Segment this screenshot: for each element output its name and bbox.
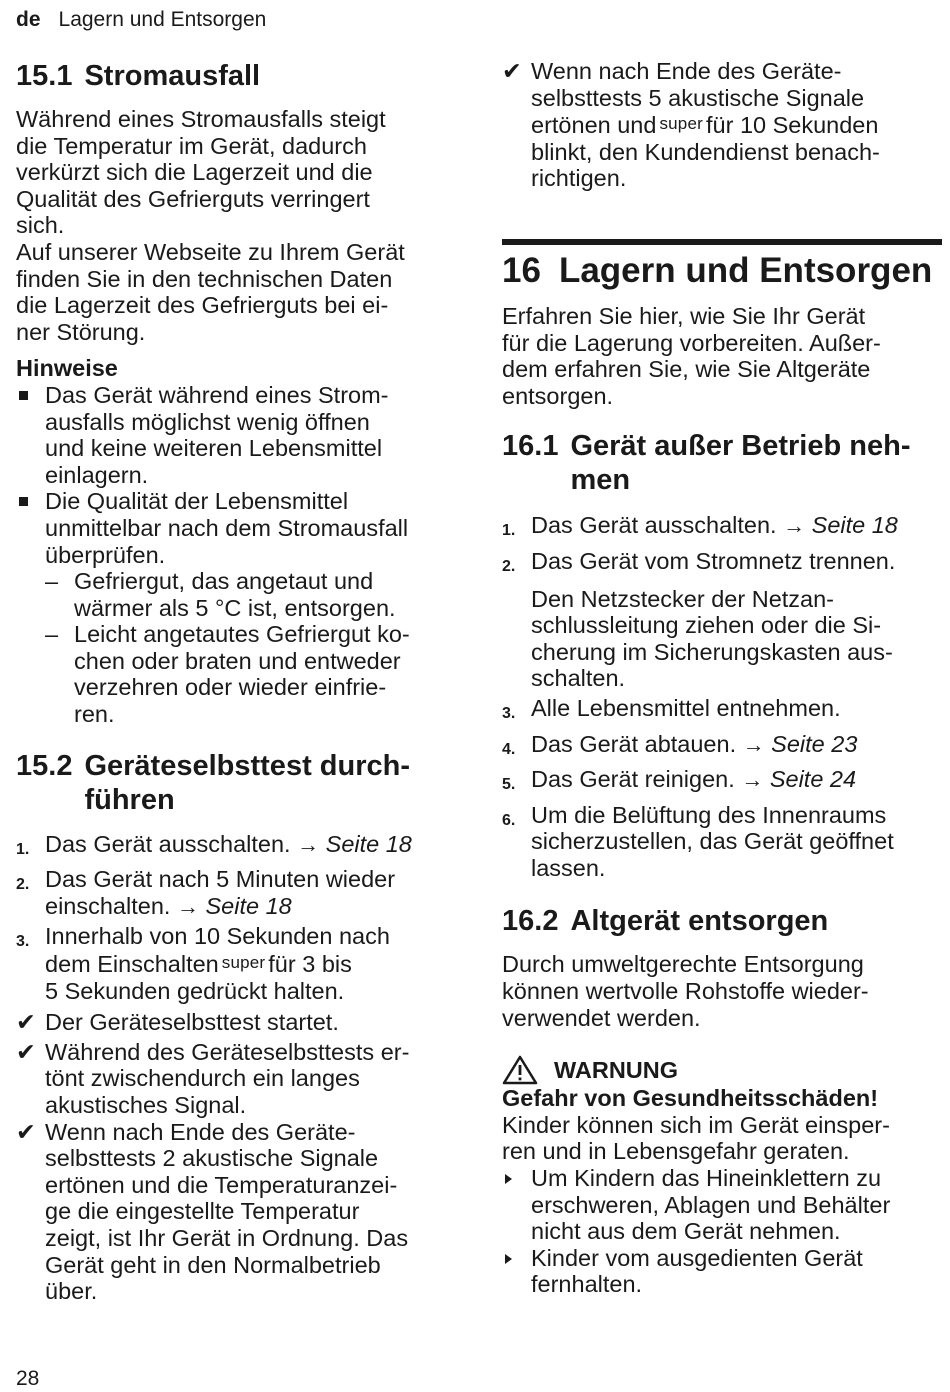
- step-item: [502, 512, 942, 545]
- note-bullet-item: [16, 488, 454, 727]
- result-item: [502, 58, 942, 192]
- text-line: schlussleitung ziehen oder die Si-: [531, 612, 882, 639]
- dash-subitem: [45, 621, 454, 727]
- section-16-2-heading: [502, 904, 942, 938]
- language-code: de: [16, 8, 41, 31]
- text-line: ner Störung.: [16, 318, 146, 345]
- action-item: [502, 1165, 942, 1245]
- text-line: richtigen.: [531, 165, 627, 192]
- step-detail: [502, 586, 942, 692]
- section-title: Altgerät entsorgen: [570, 905, 829, 938]
- step-item: [502, 802, 942, 882]
- text-line: ren und in Lebensgefahr geraten.: [502, 1138, 850, 1165]
- step-item: [16, 923, 454, 1004]
- text-line: ge die eingestellte Temperatur: [45, 1198, 360, 1225]
- stromausfall-paragraph-2: [16, 239, 454, 345]
- step-item: [502, 766, 942, 799]
- text-fragment: dem Einschalten: [45, 951, 219, 978]
- text-line: ausfalls möglichst wenig öffnen: [45, 408, 370, 435]
- section-15-1-heading: [16, 59, 454, 93]
- result-item: [16, 1009, 454, 1036]
- text-line: Durch umweltgerechte Entsorgung: [502, 951, 864, 978]
- square-bullet-icon: [19, 391, 28, 400]
- text-line: finden Sie in den technischen Daten: [16, 265, 393, 292]
- text-line: Qualität des Gefrierguts verringert: [16, 185, 370, 212]
- page-reference-link[interactable]: Seite 18: [811, 512, 898, 539]
- chapter-intro-paragraph: [502, 303, 942, 409]
- action-item: [502, 1245, 942, 1298]
- step-number: 1.: [16, 840, 30, 858]
- text-line: für die Lagerung vorbereiten. Außer-: [502, 329, 881, 356]
- text-fragment: ertönen und: [531, 112, 657, 139]
- warning-triangle-icon: [502, 1055, 538, 1085]
- text-line: akustisches Signal.: [45, 1092, 247, 1118]
- text-line: wärmer als 5 °C ist, entsorgen.: [74, 594, 396, 621]
- step-text: Das Gerät reinigen.: [531, 766, 735, 793]
- square-bullet-icon: [19, 497, 28, 506]
- text-line: Die Qualität der Lebensmittel: [45, 488, 349, 515]
- text-line: und keine weiteren Lebensmittel: [45, 435, 383, 462]
- step-text: einschalten.: [45, 892, 171, 919]
- step-item: [502, 731, 942, 764]
- arrow-right-icon: →: [742, 731, 765, 757]
- chapter-16-heading: [502, 251, 942, 291]
- section-16-1-heading: [502, 429, 942, 497]
- action-triangle-icon: [505, 1254, 512, 1264]
- text-line: zeigt, ist Ihr Gerät in Ordnung. Das: [45, 1224, 409, 1251]
- text-line: selbsttests 2 akustische Signale: [45, 1145, 379, 1172]
- text-line: Leicht angetautes Gefriergut ko-: [74, 621, 410, 648]
- page-reference-link[interactable]: Seite 18: [325, 830, 412, 857]
- chapter-title: Lagern und Entsorgen: [58, 8, 267, 31]
- action-triangle-icon: [505, 1174, 512, 1184]
- text-line: einlagern.: [45, 461, 149, 488]
- warning-text: [502, 1112, 942, 1165]
- step-number: 3.: [16, 933, 30, 951]
- right-column: [502, 0, 942, 1298]
- text-line: 5 Sekunden gedrückt halten.: [45, 977, 345, 1004]
- text-line: nicht aus dem Gerät nehmen.: [531, 1218, 841, 1245]
- dash-bullet-icon: –: [45, 568, 59, 595]
- section-title: Stromausfall: [84, 60, 261, 92]
- text-line: Innerhalb von 10 Sekunden nach: [45, 923, 390, 950]
- text-line: unmittelbar nach dem Stromausfall: [45, 514, 409, 541]
- text-fragment: für 10 Sekunden: [705, 112, 879, 139]
- text-line: dem erfahren Sie, wie Sie Altgeräte: [502, 356, 871, 383]
- step-number: 4.: [502, 740, 516, 758]
- step-number: 2.: [16, 876, 30, 894]
- title-line: Geräteselbsttest durch-: [84, 749, 410, 782]
- title-line: führen: [84, 783, 175, 816]
- chapter-number: 16: [502, 250, 541, 290]
- step-text: Das Gerät vom Stromnetz trennen.: [531, 547, 896, 574]
- text-line: über.: [45, 1278, 98, 1305]
- text-line: verzehren oder wieder einfrie-: [74, 674, 387, 701]
- arrow-right-icon: →: [176, 893, 199, 919]
- title-line: men: [570, 464, 631, 497]
- title-line: Gerät außer Betrieb neh-: [570, 430, 911, 463]
- step-item: [16, 831, 454, 864]
- text-line: die Lagerzeit des Gefrierguts bei ei-: [16, 292, 389, 319]
- super-button-label: super: [221, 953, 266, 973]
- text-line: Das Gerät nach 5 Minuten wieder: [45, 866, 396, 893]
- notes-label: Hinweise: [16, 355, 118, 382]
- text-line: Gefriergut, das angetaut und: [74, 568, 374, 595]
- text-line: entsorgen.: [502, 382, 614, 409]
- result-item: [16, 1119, 454, 1305]
- text-line: selbsttests 5 akustische Signale: [531, 84, 865, 111]
- text-line: Kinder können sich im Gerät einsper-: [502, 1111, 890, 1138]
- section-title: [84, 749, 454, 817]
- text-line: lassen.: [531, 854, 606, 881]
- result-item: [16, 1039, 454, 1119]
- text-line: ertönen und die Temperaturanzei-: [45, 1171, 398, 1198]
- text-line: fernhalten.: [531, 1271, 643, 1298]
- left-column: [16, 0, 454, 1305]
- super-button-label: super: [659, 114, 703, 134]
- section-title: [570, 429, 942, 497]
- section-number: 15.2: [16, 749, 73, 782]
- stromausfall-paragraph-1: [16, 106, 454, 239]
- arrow-right-icon: →: [783, 513, 806, 539]
- text-line: chen oder braten und entweder: [74, 647, 401, 674]
- page-reference-link[interactable]: Seite 18: [205, 892, 292, 919]
- text-line: überprüfen.: [45, 541, 166, 568]
- text-line: tönt zwischendurch ein langes: [45, 1065, 360, 1092]
- check-icon: ✔: [16, 1038, 36, 1065]
- text-line: cherung im Sicherungskasten aus-: [531, 638, 893, 665]
- page-number: 28: [16, 1367, 40, 1390]
- check-icon: ✔: [16, 1009, 36, 1036]
- text-line: Um die Belüftung des Innenraums: [531, 801, 887, 828]
- text-line: verkürzt sich die Lagerzeit und die: [16, 159, 373, 186]
- text-line: Der Geräteselbsttest startet.: [45, 1009, 339, 1036]
- arrow-right-icon: →: [741, 767, 764, 793]
- step-number: 6.: [502, 811, 516, 829]
- step-item: [502, 695, 942, 728]
- text-line: Auf unserer Webseite zu Ihrem Gerät: [16, 238, 405, 265]
- step-item: [16, 866, 454, 920]
- text-line: die Temperatur im Gerät, dadurch: [16, 132, 367, 159]
- step-item: [502, 548, 942, 581]
- section-15-2-heading: [16, 749, 454, 817]
- text-line: ren.: [74, 701, 115, 728]
- text-line: Das Gerät während eines Strom-: [45, 381, 389, 408]
- text-line: verwendet werden.: [502, 1004, 701, 1031]
- text-line: sich.: [16, 212, 65, 239]
- dash-bullet-icon: –: [45, 621, 59, 648]
- text-line: Kinder vom ausgedienten Gerät: [531, 1244, 863, 1271]
- text-line: Erfahren Sie hier, wie Sie Ihr Gerät: [502, 302, 866, 329]
- note-bullet-item: [16, 382, 454, 488]
- text-line: schalten.: [531, 665, 626, 692]
- text-line: blinkt, den Kundendienst benach-: [531, 138, 880, 165]
- text-line: Während des Geräteselbsttests er-: [45, 1038, 410, 1065]
- text-line: Während eines Stromausfalls steigt: [16, 106, 386, 132]
- warning-label: WARNUNG: [554, 1056, 679, 1083]
- text-line: Den Netzstecker der Netzan-: [531, 585, 835, 612]
- dash-subitem: [45, 568, 454, 621]
- section-number: 16.2: [502, 905, 559, 938]
- disposal-intro-paragraph: [502, 951, 942, 1031]
- step-number: 1.: [502, 522, 516, 540]
- step-number: 5.: [502, 776, 516, 794]
- section-number: 15.1: [16, 60, 73, 92]
- text-fragment: für 3 bis: [268, 951, 352, 978]
- arrow-right-icon: →: [297, 831, 320, 857]
- page-reference-link[interactable]: Seite 23: [771, 730, 858, 757]
- step-number: 2.: [502, 557, 516, 575]
- text-line: Wenn nach Ende des Geräte-: [45, 1118, 356, 1145]
- step-text: Das Gerät ausschalten.: [45, 830, 291, 857]
- text-line: Gerät geht in den Normalbetrieb: [45, 1251, 381, 1278]
- step-text: Das Gerät abtauen.: [531, 730, 737, 757]
- chapter-heading-title: Lagern und Entsorgen: [558, 250, 933, 290]
- text-line: Wenn nach Ende des Geräte-: [531, 58, 842, 84]
- section-number: 16.1: [502, 430, 559, 463]
- text-line: können wertvolle Rohstoffe wieder-: [502, 978, 869, 1005]
- text-line: sicherzustellen, das Gerät geöffnet: [531, 828, 894, 855]
- hazard-title: Gefahr von Gesundheitsschäden!: [502, 1085, 879, 1112]
- check-icon: ✔: [502, 58, 522, 84]
- page-reference-link[interactable]: Seite 24: [769, 766, 857, 793]
- check-icon: ✔: [16, 1118, 36, 1145]
- step-number: 3.: [502, 704, 516, 722]
- step-text: Alle Lebensmittel entnehmen.: [531, 694, 841, 721]
- text-line: Um Kindern das Hineinklettern zu: [531, 1165, 882, 1192]
- warning-header: [502, 1055, 942, 1085]
- step-text: Das Gerät ausschalten.: [531, 512, 777, 539]
- text-line: erschweren, Ablagen und Behälter: [531, 1191, 891, 1218]
